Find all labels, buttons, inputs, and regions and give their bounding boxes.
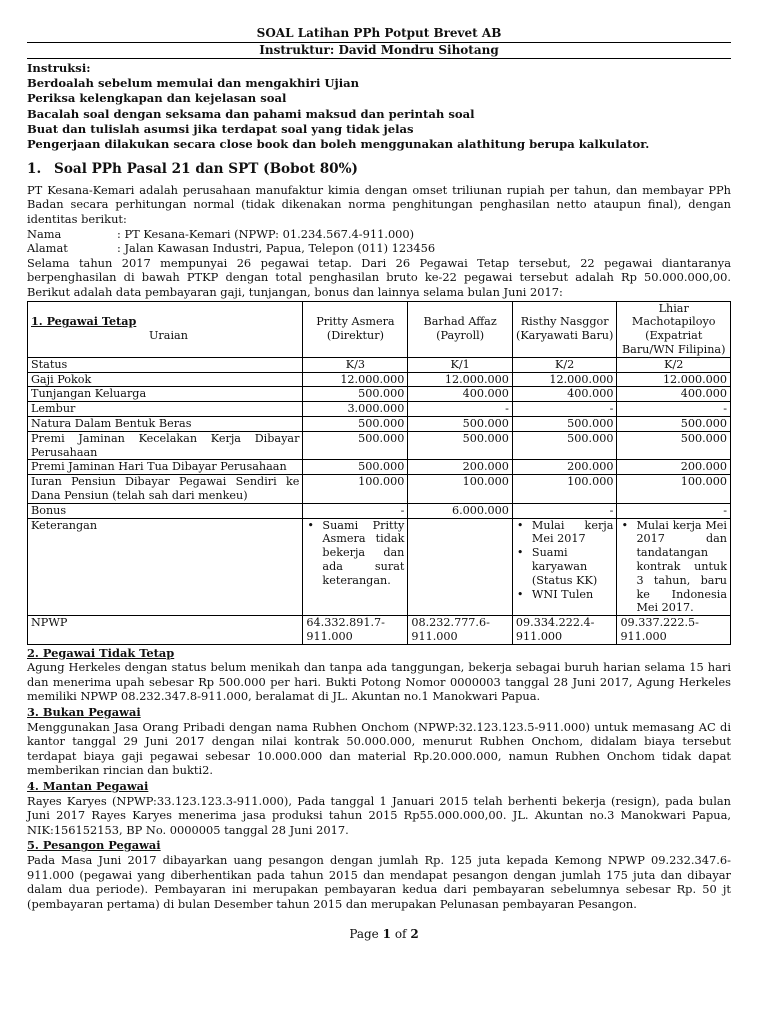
name-value: : PT Kesana-Kemari (NPWP: 01.234.567.4-911.000) bbox=[117, 226, 415, 241]
notes-cell bbox=[408, 518, 513, 616]
employee-paragraph: Selama tahun 2017 mempunyai 26 pegawai tetap. Dari 26 Pegawai Tetap tersebut, 22 pegawai diantaranya berpenghasilan di bawah PTKP dengan total penghasilan bruto ke-22 pegawai tersebut adalah Rp 50.000.000,00. Berikut adalah data pembayaran gaji, tunjangan, bonus dan lainnya selama bulan Juni 2017: bbox=[27, 255, 731, 299]
table-head-title: 1. Pegawai Tetap bbox=[31, 314, 137, 329]
notes-list bbox=[306, 519, 404, 588]
table-head-sub: Uraian bbox=[149, 329, 188, 343]
value-cell: 12.000.000 bbox=[408, 372, 513, 387]
value-cell: 500.000 bbox=[303, 431, 408, 460]
company-intro: PT Kesana-Kemari adalah perusahaan manufaktur kimia dengan omset triliunan rupiah per tahun, dan membayar PPh Badan secara perhitungan normal (tidak dikenakan norma penghitungan penghasilan netto ataupun final), dengan identitas berikut: bbox=[27, 182, 731, 226]
value-cell: 100.000 bbox=[617, 475, 731, 504]
subsection-3-title: 3. Bukan Pegawai bbox=[27, 705, 141, 720]
column-header: Barhad Affaz (Payroll) bbox=[408, 301, 513, 357]
row-label: Keterangan bbox=[28, 518, 303, 616]
value-cell: 3.000.000 bbox=[303, 402, 408, 417]
note-item: • Suami Pritty Asmera tidak bekerja dan ada surat keterangan. bbox=[318, 519, 404, 588]
row-label: Premi Jaminan Hari Tua Dibayar Perusahaan bbox=[28, 460, 303, 475]
value-cell: - bbox=[303, 503, 408, 518]
npwp-cell: 09.337.222.5-911.000 bbox=[617, 616, 731, 645]
row-label: Lembur bbox=[28, 402, 303, 417]
subsection-4-text: Rayes Karyes (NPWP:33.123.123.3-911.000), Pada tanggal 1 Januari 2015 telah berhenti bekerja (resign), pada bulan Juni 2017 Rayes Karyes menerima jasa produksi tahun 2015 Rp55.000.000,00. JL. Akuntan no.3 Manokwari Papua, NIK:156152153, BP No. 0000005 tanggal 28 Juni 2017. bbox=[27, 793, 731, 837]
value-cell: 6.000.000 bbox=[408, 503, 513, 518]
instruction-item: Bacalah soal dengan seksama dan pahami maksud dan perintah soal bbox=[27, 106, 475, 121]
column-header: Pritty Asmera (Direktur) bbox=[303, 301, 408, 357]
value-cell: - bbox=[512, 503, 617, 518]
row-label: Bonus bbox=[28, 503, 303, 518]
table-row bbox=[28, 372, 731, 387]
value-cell: K/2 bbox=[617, 357, 731, 372]
row-label: Iuran Pensiun Dibayar Pegawai Sendiri ke Dana Pensiun (telah sah dari menkeu) bbox=[28, 475, 303, 504]
subsection-3-text: Menggunakan Jasa Orang Pribadi dengan nama Rubhen Onchom (NPWP:32.123.123.5-911.000) untuk memasang AC di kantor tanggal 29 Juni 2017 dengan nilai kontrak 50.000.000, menurut Rubhen Onchom, didalam biaya tersebut terdapat biaya gaji pegawai sebesar 10.000.000 dan material Rp.20.000.000, namun Rubhen Onchom tidak dapat memberikan rincian dan bukti2. bbox=[27, 719, 731, 778]
instructions-block bbox=[27, 61, 731, 152]
address-value: : Jalan Kawasan Industri, Papua, Telepon (011) 123456 bbox=[117, 241, 436, 256]
page-word: Page bbox=[349, 927, 379, 941]
instruction-item: Buat dan tulislah asumsi jika terdapat soal yang tidak jelas bbox=[27, 121, 414, 136]
subsection-2-text: Agung Herkeles dengan status belum menikah dan tanpa ada tanggungan, bekerja sebagai buruh harian selama 15 hari dan menerima upah sebesar Rp 500.000 per hari. Bukti Potong Nomor 0000003 tanggal 28 Juni 2017, Agung Herkeles memiliki NPWP 08.232.347.8-911.000, beralamat di JL. Akuntan no.1 Manokwari Papua. bbox=[27, 660, 731, 704]
value-cell: - bbox=[617, 402, 731, 417]
value-cell: - bbox=[512, 402, 617, 417]
subsection-4-title: 4. Mantan Pegawai bbox=[27, 779, 149, 794]
table-row bbox=[28, 402, 731, 417]
row-label: NPWP bbox=[28, 616, 303, 645]
instructor-line: Instruktur: David Mondru Sihotang bbox=[27, 42, 731, 59]
table-row bbox=[28, 460, 731, 475]
value-cell: 500.000 bbox=[303, 416, 408, 431]
value-cell: - bbox=[617, 503, 731, 518]
of-word: of bbox=[394, 927, 407, 941]
table-body bbox=[28, 357, 731, 518]
table-row bbox=[28, 475, 731, 504]
subsection-5-text: Pada Masa Juni 2017 dibayarkan uang pesangon dengan jumlah Rp. 125 juta kepada Kemong NPWP 09.232.347.6-911.000 (pegawai yang diberhentikan pada tahun 2015 dan mendapat pesangon dengan jumlah 175 juta dan dibayar dalam dua periode). Pembayaran ini merupakan pembayaran kedua dari pembayaran sebelumnya sebesar Rp. 50 jt (pembayaran pertama) di bulan Desember tahun 2015 dan merupakan Pelunasan pembayaran Pesangon. bbox=[27, 853, 731, 911]
column-header: Lhiar Machotapiloyo (Expatriat Baru/WN Filipina) bbox=[617, 301, 731, 357]
subsection-5-title: 5. Pesangon Pegawai bbox=[27, 838, 161, 853]
notes-cell bbox=[303, 518, 408, 616]
row-label: Tunjangan Keluarga bbox=[28, 387, 303, 402]
company-address-row bbox=[27, 241, 731, 256]
table-row bbox=[28, 357, 731, 372]
table-row bbox=[28, 416, 731, 431]
value-cell: 12.000.000 bbox=[512, 372, 617, 387]
value-cell: 500.000 bbox=[617, 416, 731, 431]
value-cell: K/2 bbox=[512, 357, 617, 372]
notes-cell bbox=[512, 518, 617, 616]
notes-list bbox=[620, 519, 727, 616]
page-number: 1 bbox=[382, 927, 391, 941]
npwp-cell: 09.334.222.4-911.000 bbox=[512, 616, 617, 645]
note-item: • Mulai kerja Mei 2017 bbox=[528, 519, 614, 547]
address-label: Alamat bbox=[27, 241, 68, 256]
value-cell: 12.000.000 bbox=[303, 372, 408, 387]
value-cell: K/1 bbox=[408, 357, 513, 372]
value-cell: 500.000 bbox=[512, 431, 617, 460]
note-item: • Mulai kerja Mei 2017 dan tandatangan kontrak untuk 3 tahun, baru ke Indonesia Mei 2017. bbox=[632, 519, 727, 616]
value-cell: 400.000 bbox=[408, 387, 513, 402]
table-header-row bbox=[28, 301, 731, 357]
value-cell: 200.000 bbox=[512, 460, 617, 475]
page-footer bbox=[0, 927, 768, 941]
instruction-item: Berdoalah sebelum memulai dan mengakhiri Ujian bbox=[27, 76, 360, 91]
value-cell: 100.000 bbox=[303, 475, 408, 504]
row-label: Natura Dalam Bentuk Beras bbox=[28, 416, 303, 431]
name-label: Nama bbox=[27, 226, 62, 241]
employee-pay-table bbox=[27, 301, 731, 645]
value-cell: K/3 bbox=[303, 357, 408, 372]
notes-cell bbox=[617, 518, 731, 616]
value-cell: 500.000 bbox=[617, 431, 731, 460]
table-row-notes bbox=[28, 518, 731, 616]
row-label: Premi Jaminan Kecelakan Kerja Dibayar Perusahaan bbox=[28, 431, 303, 460]
subsection-2-title: 2. Pegawai Tidak Tetap bbox=[27, 645, 175, 660]
section-heading bbox=[27, 162, 731, 177]
value-cell: 100.000 bbox=[512, 475, 617, 504]
table-row bbox=[28, 503, 731, 518]
npwp-cell: 08.232.777.6-911.000 bbox=[408, 616, 513, 645]
instructions-label: Instruksi: bbox=[27, 61, 91, 75]
table-row bbox=[28, 431, 731, 460]
value-cell: 200.000 bbox=[408, 460, 513, 475]
page-total: 2 bbox=[410, 927, 419, 941]
note-item: • Suami karyawan (Status KK) bbox=[528, 546, 614, 587]
document-header bbox=[27, 26, 731, 59]
value-cell: 500.000 bbox=[408, 416, 513, 431]
value-cell: 500.000 bbox=[512, 416, 617, 431]
instruction-item: Pengerjaan dilakukan secara close book dan boleh menggunakan alathitung berupa kalkulator. bbox=[27, 137, 650, 152]
value-cell: - bbox=[408, 402, 513, 417]
row-label: Gaji Pokok bbox=[28, 372, 303, 387]
note-item: • WNI Tulen bbox=[528, 588, 614, 602]
table-row bbox=[28, 387, 731, 402]
value-cell: 500.000 bbox=[408, 431, 513, 460]
column-header: Risthy Nasggor (Karyawati Baru) bbox=[512, 301, 617, 357]
value-cell: 500.000 bbox=[303, 460, 408, 475]
row-label: Status bbox=[28, 357, 303, 372]
section-number: 1. bbox=[27, 161, 42, 178]
value-cell: 500.000 bbox=[303, 387, 408, 402]
document-title: SOAL Latihan PPh Potput Brevet AB bbox=[256, 26, 502, 40]
value-cell: 100.000 bbox=[408, 475, 513, 504]
table-header-uraian bbox=[28, 301, 303, 357]
company-name-row bbox=[27, 227, 731, 242]
value-cell: 400.000 bbox=[617, 387, 731, 402]
document-page bbox=[27, 26, 731, 911]
section-title: Soal PPh Pasal 21 dan SPT (Bobot 80%) bbox=[54, 161, 358, 178]
npwp-cell: 64.332.891.7-911.000 bbox=[303, 616, 408, 645]
instruction-item: Periksa kelengkapan dan kejelasan soal bbox=[27, 91, 287, 106]
table-row-npwp bbox=[28, 616, 731, 645]
notes-list bbox=[516, 519, 614, 602]
value-cell: 400.000 bbox=[512, 387, 617, 402]
value-cell: 200.000 bbox=[617, 460, 731, 475]
value-cell: 12.000.000 bbox=[617, 372, 731, 387]
